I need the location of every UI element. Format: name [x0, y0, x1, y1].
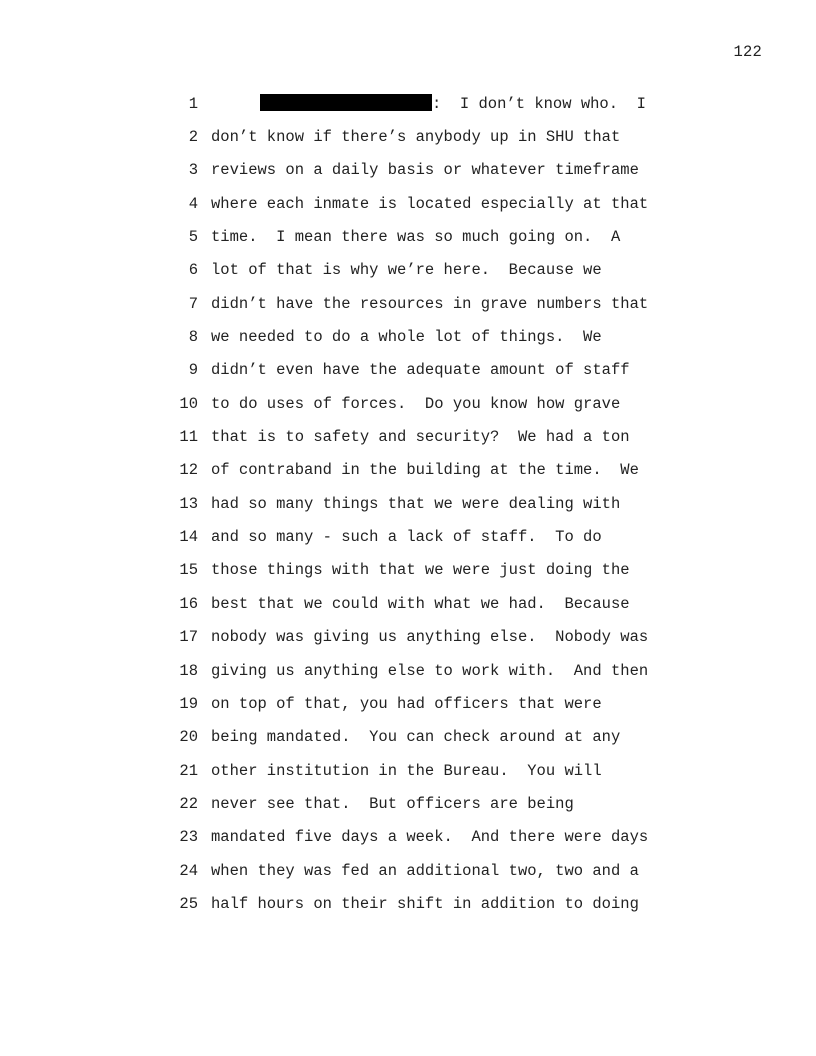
transcript-line	[172, 854, 692, 887]
transcript-line	[172, 821, 692, 854]
transcript-line	[172, 687, 692, 720]
transcript-line	[172, 320, 692, 353]
line-number: 18	[179, 661, 198, 680]
line-text: being mandated. You can check around at any	[211, 728, 621, 747]
line-text: we needed to do a whole lot of things. We	[211, 328, 602, 347]
line-number: 1	[188, 94, 198, 113]
line-number: 13	[179, 494, 198, 513]
line-number: 6	[188, 261, 198, 280]
line-text: time. I mean there was so much going on. A	[211, 228, 621, 247]
line-number: 14	[179, 528, 198, 547]
transcript-line	[172, 887, 692, 920]
line-number: 11	[179, 428, 198, 447]
line-text: where each inmate is located especially at that	[211, 194, 649, 213]
line-text: had so many things that we were dealing with	[211, 494, 621, 513]
line-text: don’t know if there’s anybody up in SHU that	[211, 128, 621, 147]
transcript-line	[172, 120, 692, 153]
transcript-line	[172, 154, 692, 187]
line-number: 16	[179, 594, 198, 613]
redaction-bar	[260, 94, 432, 111]
line-text: lot of that is why we’re here. Because we	[211, 261, 602, 280]
line-number: 12	[179, 461, 198, 480]
line-number: 9	[188, 361, 198, 380]
transcript-line	[172, 187, 692, 220]
line-number: 20	[179, 728, 198, 747]
line-text	[211, 95, 646, 113]
line-number: 22	[179, 794, 198, 813]
line-text: when they was fed an additional two, two and a	[211, 861, 639, 880]
line-number: 8	[188, 328, 198, 347]
transcript-line	[172, 587, 692, 620]
line-number: 7	[188, 294, 198, 313]
line-text: that is to safety and security? We had a ton	[211, 428, 630, 447]
transcript-line	[172, 654, 692, 687]
line-text: best that we could with what we had. Because	[211, 594, 630, 613]
line-number: 17	[179, 628, 198, 647]
line-text: didn’t have the resources in grave numbers that	[211, 294, 649, 313]
transcript-line	[172, 721, 692, 754]
transcript-line	[172, 621, 692, 654]
line-number: 2	[188, 128, 198, 147]
line-number: 24	[179, 861, 198, 880]
line-number: 23	[179, 828, 198, 847]
transcript-line	[172, 387, 692, 420]
transcript-line	[172, 487, 692, 520]
transcript-line	[172, 220, 692, 253]
transcript-line	[172, 354, 692, 387]
line-text: mandated five days a week. And there were days	[211, 828, 649, 847]
page-number: 122	[733, 43, 762, 61]
transcript-line	[172, 87, 692, 120]
line-text: and so many - such a lack of staff. To do	[211, 528, 602, 547]
line-text-content: : I don’t know who. I	[432, 94, 646, 113]
transcript-line	[172, 520, 692, 553]
transcript-line	[172, 420, 692, 453]
line-number: 5	[188, 228, 198, 247]
line-text: other institution in the Bureau. You will	[211, 761, 602, 780]
line-text: of contraband in the building at the time. We	[211, 461, 639, 480]
line-number: 10	[179, 394, 198, 413]
line-text: on top of that, you had officers that were	[211, 694, 602, 713]
transcript-line	[172, 454, 692, 487]
transcript-line	[172, 787, 692, 820]
line-text: didn’t even have the adequate amount of staff	[211, 361, 630, 380]
transcript-line	[172, 554, 692, 587]
line-number: 19	[179, 694, 198, 713]
transcript-body	[172, 87, 692, 921]
line-text: reviews on a daily basis or whatever timeframe	[211, 161, 639, 180]
line-number: 3	[188, 161, 198, 180]
line-text: to do uses of forces. Do you know how grave	[211, 394, 621, 413]
line-text: those things with that we were just doing the	[211, 561, 630, 580]
line-text: half hours on their shift in addition to doing	[211, 894, 639, 913]
transcript-line	[172, 754, 692, 787]
line-number: 25	[179, 894, 198, 913]
line-text: giving us anything else to work with. And then	[211, 661, 649, 680]
transcript-line	[172, 254, 692, 287]
line-text: nobody was giving us anything else. Nobody was	[211, 628, 649, 647]
line-number: 21	[179, 761, 198, 780]
line-text: never see that. But officers are being	[211, 794, 574, 813]
transcript-line	[172, 287, 692, 320]
line-number: 15	[179, 561, 198, 580]
line-number: 4	[188, 194, 198, 213]
